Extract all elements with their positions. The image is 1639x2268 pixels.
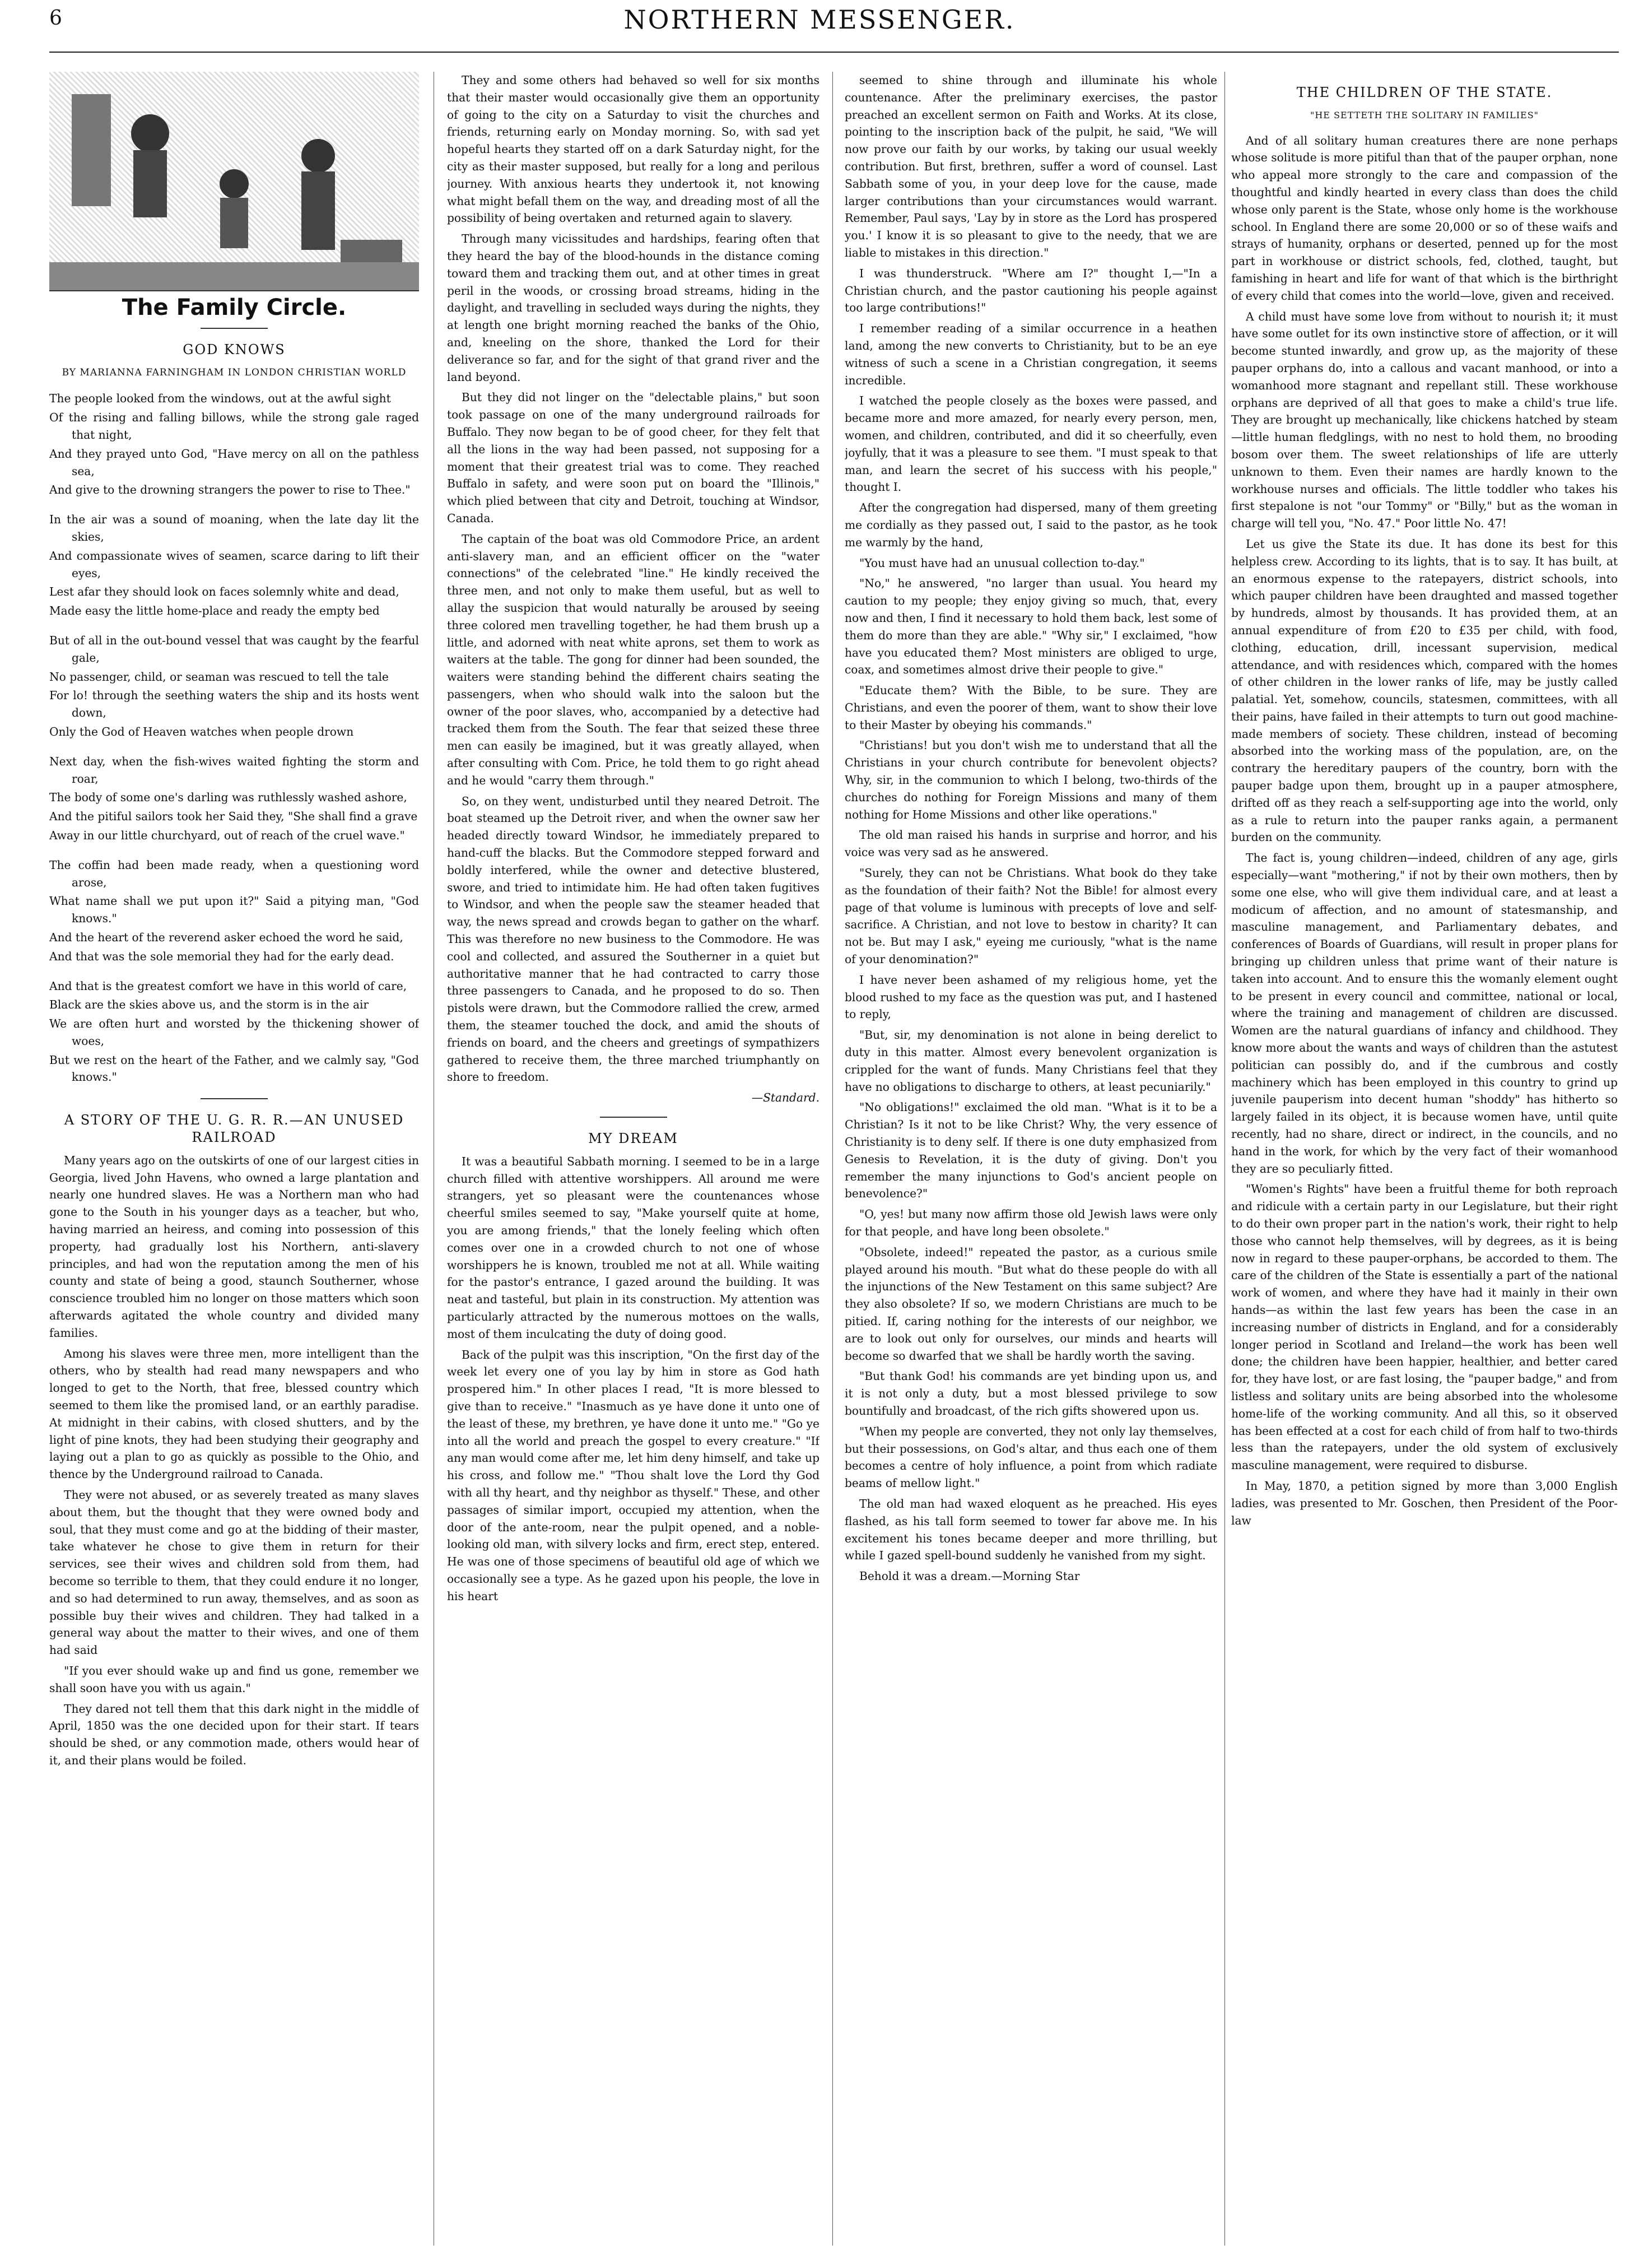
poem-line: The people looked from the windows, out at the awful sight	[49, 392, 391, 406]
article-subtitle: "HE SETTETH THE SOLITARY IN FAMILIES"	[1310, 109, 1539, 120]
article-title: THE CHILDREN OF THE STATE.	[1296, 85, 1553, 100]
article-paragraph: They dared not tell them that this dark night in the middle of April, 1850 was the one decided upon for their start. If tears should be shed, or any commotion made, others would hear of it, and their plans would be foiled.	[49, 1702, 419, 1767]
article-paragraph: So, on they went, undisturbed until they neared Detroit. The boat steamed up the Detroit river, and when the owner saw her headed directly toward Windsor, he immediately prepared to hand-cuff the blacks. But the Commodore stepped forward and boldly interfered, while the owner and detective blustered, swore, and tried to intimidate him. He had often taken fugitives to Windsor, and when the people saw the steamer headed that way, the news spread and crowds began to gather on the wharf. This was therefore no new business to the Commodore. He was cool and collected, and assured the Southerner in a quiet but authoritative manner that he had contracted to carry those three passengers to Canada, and he proposed to do so. Then pistols were drawn, but the Commodore rallied the crew, armed them, the steamer touched the dock, and amid the shouts of friends on board, and the cheers and greetings of sympathizers gathered to receive them, the three marched triumphantly on shore to freedom.	[447, 794, 820, 1084]
article-paragraph: The captain of the boat was old Commodore Price, an ardent anti-slavery man, and an efficient officer on the "water connections" of the celebrated "line." He kindly received the three men, and not only to make them useful, but as well to allay the suspicion that would naturally be aroused by seeing three colored men travelling together, he had them brush up a little, and adorned with neat white aprons, set them to work as waiters at the table. The gong for dinner had been sounded, the waiters were standing behind the different chairs seating the passengers, when who should walk into the saloon but the owner of the poor slaves, who, accompanied by a detective had tracked them from the South. The fear that seized these three men can easily be imagined, but it was greatly allayed, when after consulting with Com. Price, he told them to go right ahead and he would "carry them through."	[447, 532, 820, 787]
column-2	[447, 72, 820, 2257]
column-divider	[1224, 72, 1225, 2246]
article-paragraph: "Women's Rights" have been a fruitful theme for both reproach and ridicule with a certain party in our Legislature, but their right to do their own proper part in the nation's work, their right to help those who cannot help themselves, will by degrees, as it is being now in regard to these pauper-orphans, be accorded to them. The care of the children of the State is essentially a part of the national work of women, and where they have had it mainly in their own hands—as within the last few years has been the case in an increasing number of districts in England, and for a considerably longer period in Scotland and Ireland—the work has been well done; the children have been happier, healthier, and better cared for, they have lost, or are fast losing, the "pauper badge," and from listless and solitary units are being absorbed into the wholesome home-life of the working community. And all this, so it observed has been effected at a cost for each child of from half to two-thirds less than the ratepayers, under the old system of exclusively masculine management, were required to disburse.	[1231, 1182, 1618, 1472]
article-paragraph: "Surely, they can not be Christians. What book do they take as the foundation of their faith? Not the Bible! for almost every page of that volume is luminous with precepts of love and self-sacrifice. A Christian, and not love to bestow in charity? It can not be. But may I ask," eyeing me curiously, "what is the name of your denomination?"	[845, 866, 1217, 966]
poem-stanza	[49, 978, 419, 1086]
divider	[600, 1117, 667, 1118]
article-source: —Standard.	[751, 1091, 820, 1105]
poem-line: And that is the greatest comfort we have in this world of care,	[49, 979, 407, 993]
article-title: A STORY OF THE U. G. R. R.—AN UNUSED RAILROAD	[64, 1112, 404, 1146]
poem-stanza	[49, 390, 419, 499]
family-circle-illustration	[49, 72, 419, 291]
article-paragraph: "When my people are converted, they not only lay themselves, but their possessions, on God's altar, and thus each one of them becomes a centre of holy influence, a point from which radiate beams of mellow light."	[845, 1424, 1217, 1490]
poem-body	[49, 390, 419, 1086]
article-paragraph: I was thunderstruck. "Where am I?" thought I,—"In a Christian church, and the pastor cautioning his people against too large contributions!"	[845, 266, 1217, 315]
section-heading: The Family Circle.	[122, 295, 347, 320]
column-divider	[832, 72, 833, 2246]
poem-line: In the air was a sound of moaning, when the late day lit the skies,	[49, 513, 419, 543]
poem-line: And they prayed unto God, "Have mercy on all on the pathless sea,	[49, 447, 419, 478]
poem-line: And give to the drowning strangers the power to rise to Thee."	[49, 483, 411, 497]
article-paragraph: "Obsolete, indeed!" repeated the pastor, as a curious smile played around his mouth. "But what do these people do with all the injunctions of the New Testament on this same subject? Are they also obsolete? If so, we modern Christians are much to be pitied. If, caring nothing for the interests of our neighbor, we are to look out only for ourselves, our minds and hearts will become so dwarfed that we shall be hardly worth the saving.	[845, 1245, 1217, 1363]
article-paragraph: Among his slaves were three men, more intelligent than the others, who by stealth had read many newspapers and who longed to get to the North, that free, blessed country which seemed to them like the promised land, or an earthly paradise. At midnight in their cabins, with closed shutters, and by the light of pine knots, they had been studying their geography and laying out a plan to go as quickly as possible to the Ohio, and thence by the Underground railroad to Canada.	[49, 1346, 419, 1481]
poem-line: For lo! through the seething waters the ship and its hosts went down,	[49, 689, 419, 720]
column-1	[49, 72, 419, 2257]
article-paragraph: In May, 1870, a petition signed by more than 3,000 English ladies, was presented to Mr. Goschen, then President of the Poor-law	[1231, 1479, 1618, 1527]
poem-line: And that was the sole memorial they had for the early dead.	[49, 949, 394, 963]
poem-stanza	[49, 511, 419, 620]
article-paragraph: Back of the pulpit was this inscription, "On the first day of the week let every one of you lay by him in store as God hath prospered him." In other places I read, "It is more blessed to give than to receive." "Inasmuch as ye have done it unto one of the least of these, my brethren, ye have done it unto me." "Go ye into all the world and preach the gospel to every creature." "If any man would come after me, let him deny himself, and take up his cross, and follow me." "Thou shalt love the Lord thy God with all thy heart, and thy neighbor as thyself." These, and other passages of similar import, occupied my attention, when the door of the ante-room, near the pulpit opened, and a noble-looking old man, with silvery locks and firm, erect step, entered. He was one of those specimens of beautiful old age of which we occasionally see a type. As he gazed upon his people, the love in his heart	[447, 1347, 820, 1603]
divider	[201, 328, 268, 329]
poem-line: What name shall we put upon it?" Said a pitying man, "God knows."	[49, 894, 419, 926]
column-3	[845, 72, 1217, 2257]
poem-stanza	[49, 857, 419, 965]
poem-title: GOD KNOWS	[183, 341, 286, 357]
article-paragraph: They and some others had behaved so well for six months that their master would occasionally give them an opportunity of going to the city on a Saturday to visit the churches and friends, returning early on Monday morning. So, with sad yet hopeful hearts they started off on a dark Saturday night, for the city as their master supposed, but really for a long and perilous journey. With anxious hearts they undertook it, not knowing what might befall them on the way, and dreading most of all the possibility of being overtaken and returned again to slavery.	[447, 73, 820, 225]
masthead-title: NORTHERN MESSENGER.	[623, 4, 1016, 35]
poem-line: But of all in the out-bound vessel that was caught by the fearful gale,	[49, 633, 419, 664]
article-paragraph: seemed to shine through and illuminate his whole countenance. After the preliminary exercises, the pastor preached an excellent sermon on Faith and Works. At its close, pointing to the inscription back of the pulpit, he said, "We will now prove our faith by our works, by taking our usual weekly contribution. But first, brethren, suffer a word of counsel. Last Sabbath some of you, in your deep love for the cause, made larger contributions than your circumstances would warrant. Remember, Paul says, 'Lay by in store as the Lord has prospered you.' I know it is so pleasant to give to the needy, that we are liable to mistakes in this direction."	[845, 73, 1217, 259]
poem-line: The coffin had been made ready, when a questioning word arose,	[49, 858, 419, 889]
article-paragraph: I remember reading of a similar occurrence in a heathen land, among the new converts to Christianity, but to be an eye witness of such a scene in a Christian congregation, it seems incredible.	[845, 322, 1217, 387]
column-4	[1231, 72, 1618, 2257]
article-paragraph: The fact is, young children—indeed, children of any age, girls especially—want "mothering," if not by their own mothers, then by some one else, who will give them individual care, and at least a modicum of affection, and no amount of statesmanship, and masculine management, and Parliamentary debates, and conferences of Boards of Guardians, will result in proper plans for bringing up children unless that prime want of their nature is taken into account. And to ensure this the womanly element ought to be present in every council and committee, national or local, where the training and management of children are discussed. Women are the natural guardians of infancy and childhood. They know more about the wants and ways of children than the astutest politician can possibly do, and if the cumbrous and costly machinery which has been employed in this country to grind up juvenile pauperism into decent human "shoddy" has hitherto so largely failed in its object, it is because women have, until quite recently, had no share, direct or indirect, in the councils, and no hand in the work, for which by the very fact of their womanhood they are so peculiarly fitted.	[1231, 851, 1618, 1175]
article-paragraph: "If you ever should wake up and find us gone, remember we shall soon have you with us again."	[49, 1663, 419, 1695]
article-paragraph: Let us give the State its due. It has done its best for this helpless crew. According to its lights, that is to say. It has built, at an enormous expense to the ratepayers, district schools, into which pauper children have been draughted and massed together by hundreds, almost by thousands. It has provided them, at an annual expenditure of from £20 to £35 per child, with food, clothing, education, drill, incessant supervision, medical attendance, and with residences which, compared with the homes of other children in the lower ranks of life, may be justly called palatial. Yet, somehow, councils, statesmen, committees, with all their pains, have failed in their attempts to turn out good machine-made members of society. These children, instead of becoming absorbed into the working mass of the population, are, on the contrary the hereditary paupers of the country, born with the pauper badge upon them, brought up in a pauper atmosphere, drifted off as they reach a self-supporting age into the world, only as a rule to return into the pauper ranks again, a permanent burden on the community.	[1231, 537, 1618, 844]
poem-line: Next day, when the fish-wives waited fighting the storm and roar,	[49, 754, 419, 786]
poem-stanza	[49, 632, 419, 741]
article-paragraph: After the congregation had dispersed, many of them greeting me cordially as they passed out, I said to the pastor, as he took me warmly by the hand,	[845, 501, 1217, 549]
poem-line: And compassionate wives of seamen, scarce daring to lift their eyes,	[49, 549, 419, 580]
header-rule	[49, 52, 1619, 53]
article-paragraph: But they did not linger on the "delectable plains," but soon took passage on one of the many underground railroads for Buffalo. They now began to be of good cheer, for they felt that all the lions in the way had been passed, not supposing for a moment that their greatest trial was to come. They reached Buffalo in safety, and were soon put on board the "Illinois," which plied between that city and Detroit, touching at Windsor, Canada.	[447, 391, 820, 525]
article-paragraph: The old man raised his hands in surprise and horror, and his voice was very sad as he answered.	[845, 828, 1217, 859]
poem-line: Made easy the little home-place and ready the empty bed	[49, 604, 380, 618]
article-title: MY DREAM	[588, 1131, 678, 1147]
article-paragraph: It was a beautiful Sabbath morning. I seemed to be in a large church filled with attentive worshippers. All around me were strangers, yet so pleasant were the countenances whose cheerful smiles seemed to say, "Make yourself quite at home, you are among friends," that the lonely feeling which often comes over one in a crowded church to not one of whose worshippers he is known, troubled me not at all. While waiting for the pastor's entrance, I gazed around the building. It was neat and tasteful, but plain in its construction. My attention was particularly attracted by the numerous mottoes on the walls, most of them inculcating the duty of doing good.	[447, 1154, 820, 1341]
article-paragraph: They were not abused, or as severely treated as many slaves about them, but the thought that they were owned body and soul, that they must come and go at the bidding of their master, take whatever he chose to give them in return for their services, see their wives and children sold from them, had become so terrible to them, that they could endure it no longer, and so had determined to run away, themselves, and as soon as possible buy their wives and children. They had talked in a general way about the matter to their wives, and one of them had said	[49, 1488, 419, 1657]
article-paragraph: "You must have had an unusual collection to-day."	[859, 556, 1145, 570]
article-paragraph: "No obligations!" exclaimed the old man. "What is it to be a Christian? Is it not to be like Christ? Why, the very essence of Christianity is to deny self. If there is one duty emphasized from Genesis to Revelation, it is the duty of giving. Don't you remember the many injunctions to God's ancient people on benevolence?"	[845, 1100, 1217, 1201]
article-paragraph: "Educate them? With the Bible, to be sure. They are Christians, and even the poorer of them, want to show their love to their Master by obeying his commands."	[845, 684, 1217, 732]
article-paragraph: "But, sir, my denomination is not alone in being derelict to duty in this matter. Almost every benevolent organization is crippled for the want of funds. Many Christians feel that they have no obligations to discharge to others, at least pecuniarily."	[845, 1028, 1217, 1094]
article-paragraph: "No," he answered, "no larger than usual. You heard my caution to my people; they enjoy giving so much, that, every now and then, I find it necessary to hold them back, lest some of them do more than they are able." "Why sir," I exclaimed, "how have you educated them? Most ministers are obliged to urge, coax, and sometimes almost drive their people to give."	[845, 577, 1217, 677]
article-paragraph: I have never been ashamed of my religious home, yet the blood rushed to my face as the question was put, and I hastened to reply,	[845, 973, 1217, 1021]
poem-line: Black are the skies above us, and the storm is in the air	[49, 998, 369, 1012]
poem-line: Lest afar they should look on faces solemnly white and dead,	[49, 585, 399, 599]
poem-line: We are often hurt and worsted by the thickening shower of woes,	[49, 1017, 419, 1048]
poem-byline: BY MARIANNA FARNINGHAM IN LONDON CHRISTIAN WORLD	[62, 366, 407, 378]
article-paragraph: Behold it was a dream.—Morning Star	[859, 1569, 1080, 1583]
poem-line: And the pitiful sailors took her Said they, "She shall find a grave	[49, 810, 418, 824]
article-paragraph: "Christians! but you don't wish me to understand that all the Christians in your church contribute for benevolent objects? Why, sir, in the communion to which I belong, two-thirds of the churches do nothing for Foreign Missions and many of them nothing for Home Missions and other like operations."	[845, 738, 1217, 821]
article-paragraph: A child must have some love from without to nourish it; it must have some outlet for its own instinctive store of affection, or it will become stunted inwardly, and grow up, as the majority of these pauper orphans do, into a callous and vacant manhood, or into a womanhood more stagnant and repellant still. These workhouse orphans are deprived of all that goes to make a child's true life. They are brought up mechanically, like chickens hatched by steam—little human fledglings, with no nest to hold them, no brooding bosom over them. The sweet relationships of life are utterly unknown to them. Even their names are hardly known to the workhouse nurses and officials. The little toddler who takes his first stepalone is not "our Tommy" or "Billy," but as the woman in charge will tell you, "No. 47." Poor little No. 47!	[1231, 309, 1618, 531]
article-paragraph: And of all solitary human creatures there are none perhaps whose solitude is more pitiful than that of the pauper orphan, none who appeal more strongly to the care and compassion of the thoughtful and kindly hearted in every class than does the child whose only parent is the State, whose only home is the workhouse school. In England there are some 20,000 or so of these waifs and strays of humanity, orphans or deserted, penned up for the most part in workhouse or district schools, fed, clothed, taught, but famishing in heart and life for want of that which is the birthright of every child that comes into the world—love, given and received.	[1231, 133, 1618, 303]
page-number: 6	[49, 7, 62, 30]
article-paragraph: "O, yes! but many now affirm those old Jewish laws were only for that people, and have long been obsolete."	[845, 1207, 1217, 1238]
article-paragraph: The old man had waxed eloquent as he preached. His eyes flashed, as his tall form seemed to tower far above me. In his excitement his tones became deeper and more thrilling, but while I gazed spell-bound suddenly he vanished from my sight.	[845, 1496, 1217, 1563]
poem-line: Only the God of Heaven watches when people drown	[49, 724, 354, 738]
poem-line: But we rest on the heart of the Father, and we calmly say, "God knows."	[49, 1053, 419, 1084]
poem-line: No passenger, child, or seaman was rescued to tell the tale	[49, 670, 389, 684]
poem-line: Of the rising and falling billows, while the strong gale raged that night,	[49, 411, 419, 441]
poem-line: And the heart of the reverend asker echoed the word he said,	[49, 930, 403, 944]
poem-stanza	[49, 753, 419, 844]
article-paragraph: Through many vicissitudes and hardships, fearing often that they heard the bay of the blood-hounds in the distance coming toward them and tracking them out, and at other times in great peril in the woods, or crossing broad streams, hiding in the daylight, and travelling in secluded ways during the nights, they at length one bright morning reached the banks of the Ohio, and, kneeling on the shore, thanked the Lord for their deliverance so far, and for the sight of that grand river and the land beyond.	[447, 232, 820, 384]
article-paragraph: I watched the people closely as the boxes were passed, and became more and more amazed, for nearly every person, men, women, and children, contributed, and did it so cheerfully, even joyfully, that it was a pleasure to see them. "I must speak to that man, and learn the secret of his success with his people," thought I.	[845, 394, 1217, 494]
poem-line: The body of some one's darling was ruthlessly washed ashore,	[49, 791, 407, 805]
article-paragraph: "But thank God! his commands are yet binding upon us, and it is not only a duty, but a most blessed privilege to sow bountifully and broadcast, of the rich gifts showered upon us.	[845, 1369, 1217, 1418]
divider	[201, 1098, 268, 1099]
poem-line: Away in our little churchyard, out of reach of the cruel wave."	[49, 828, 405, 842]
article-paragraph: Many years ago on the outskirts of one of our largest cities in Georgia, lived John Havens, who owned a large plantation and nearly one hundred slaves. He was a Northern man who had gone to the South in his younger days as a teacher, but who, having married an heiress, and coming into possession of this property, had gradually lost his Northern, anti-slavery principles, and had won the reputation among the men of his county and state of being a good, staunch Southerner, whose conscience troubled him no longer on those matters which soon afterwards agitated the whole country and divided many families.	[49, 1153, 419, 1340]
